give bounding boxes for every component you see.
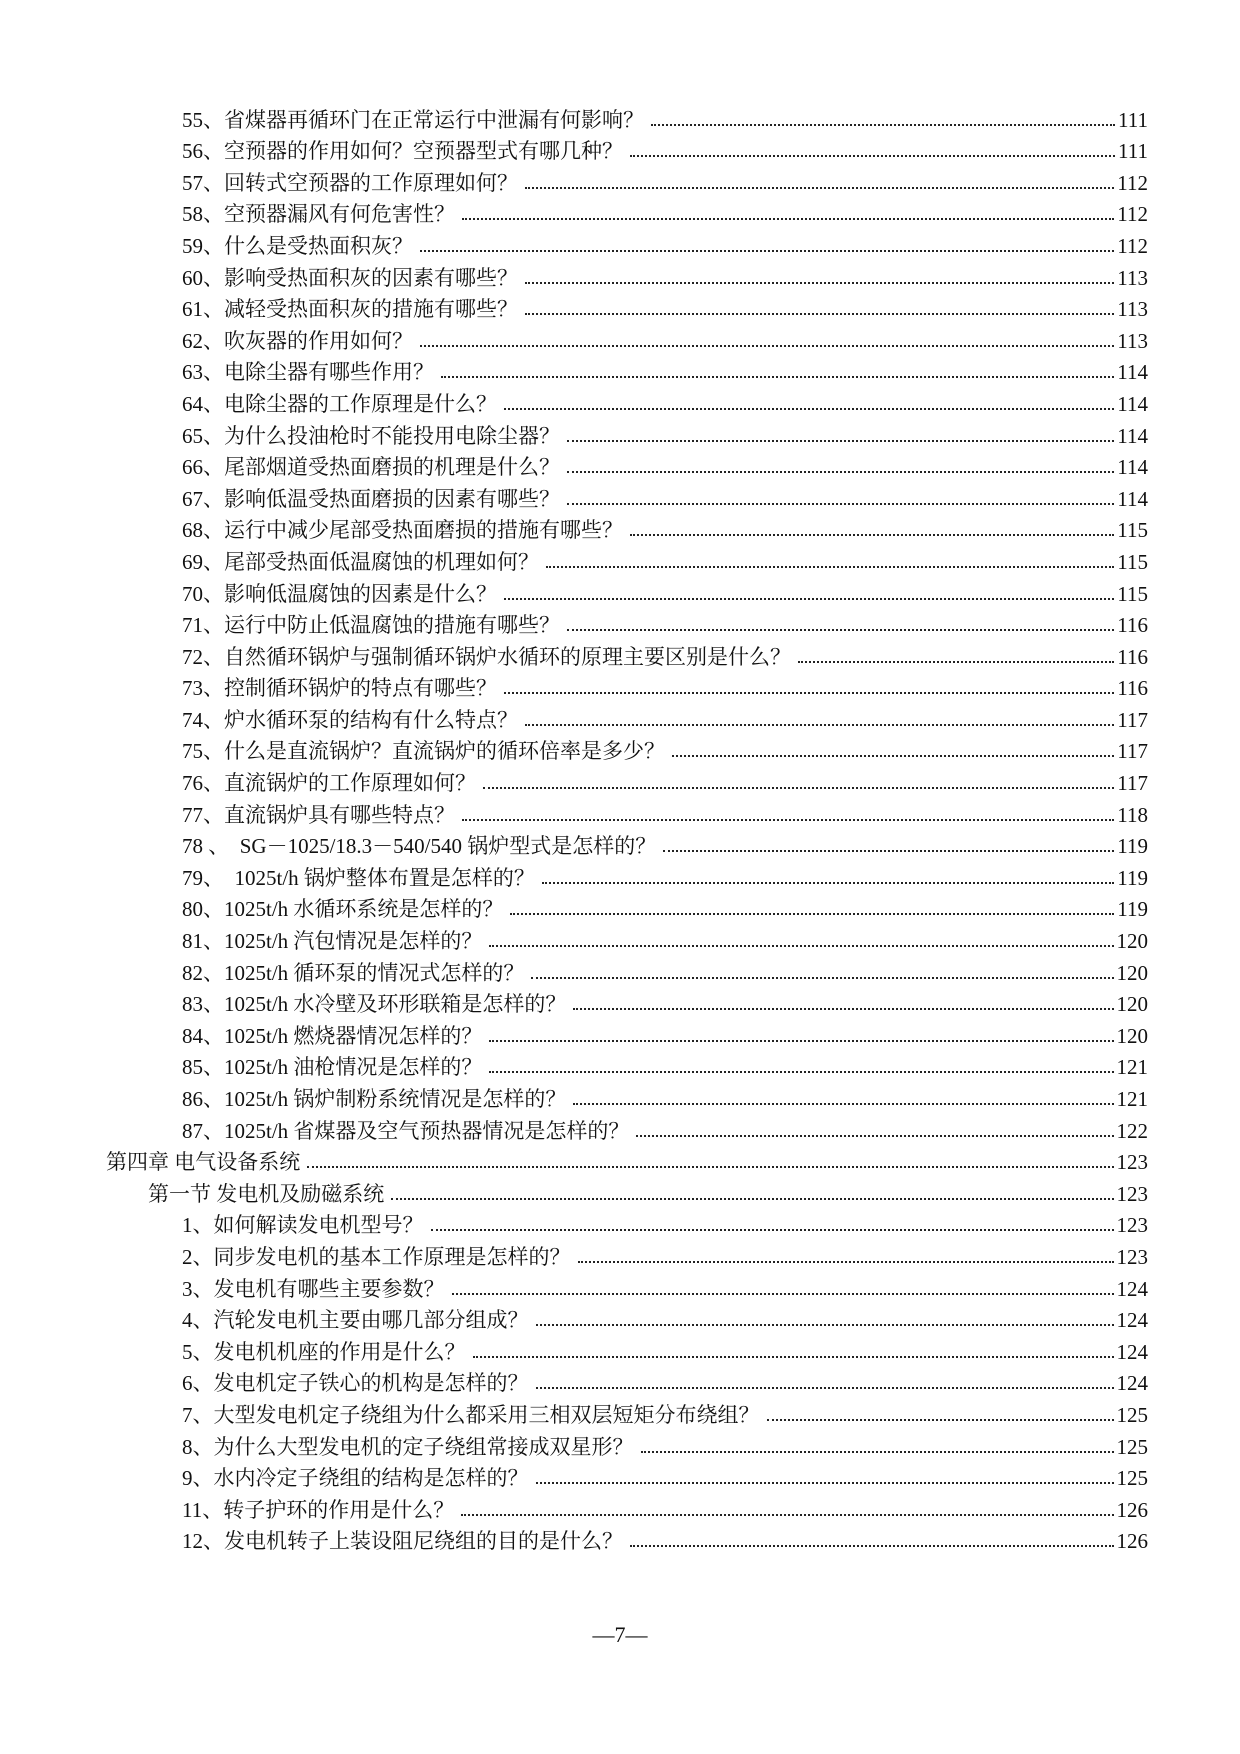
leader-dots [510,913,1114,915]
toc-entry-page: 126 [1116,1497,1148,1522]
leader-dots [531,977,1113,979]
toc-entry-label: 82、1025t/h 循环泵的情况式怎样的？ [182,960,525,985]
toc-row [106,101,1148,133]
toc-entry-label: 70、影响低温腐蚀的因素是什么？ [182,581,497,606]
toc-entry-page: 117 [1117,707,1148,732]
toc-entry-page: 121 [1116,1087,1148,1111]
toc-entry-label: 76、直流锅炉的工作原理如何？ [182,771,476,796]
leader-dots [525,724,1114,726]
toc-entry-page: 125 [1116,1466,1148,1491]
toc-entry-page: 122 [1116,1118,1148,1143]
toc-entry-page: 123 [1116,1244,1148,1269]
leader-dots [630,1545,1114,1547]
leader-dots [452,1293,1114,1295]
leader-dots [504,408,1114,410]
toc-entry-page: 114 [1117,423,1148,448]
toc-entry-page: 123 [1116,1150,1148,1175]
toc-entry-label: 71、运行中防止低温腐蚀的措施有哪些？ [182,613,560,638]
toc-entry-label: 1、如何解读发电机型号？ [182,1213,424,1238]
toc-row [106,733,1148,765]
toc-entry-label: 55、省煤器再循环门在正常运行中泄漏有何影响？ [182,107,644,132]
toc-entry-page: 121 [1116,1055,1148,1080]
toc-row [106,1270,1148,1302]
toc-entry-label: 第一节 发电机及励磁系统 [148,1181,385,1206]
toc-row [106,1238,1148,1270]
toc-row [106,1428,1148,1460]
toc-entry-label: 77、直流锅炉具有哪些特点？ [182,802,455,827]
leader-dots [536,1482,1114,1484]
toc-entry-label: 79、 1025t/h 锅炉整体布置是怎样的？ [182,865,535,890]
leader-dots [461,1514,1113,1516]
toc-entry-label: 61、减轻受热面积灰的措施有哪些？ [182,297,518,322]
leader-dots [567,471,1114,473]
leader-dots [567,440,1114,442]
toc-entry-page: 112 [1117,233,1148,258]
toc-row [106,133,1148,165]
leader-dots [641,1451,1114,1453]
toc-entry-page: 115 [1117,581,1148,606]
leader-dots [483,787,1114,789]
leader-dots [536,1387,1114,1389]
toc-entry-label: 87、1025t/h 省煤器及空气预热器情况是怎样的？ [182,1118,630,1143]
toc-row [106,575,1148,607]
leader-dots [578,1261,1114,1263]
toc-row [106,796,1148,828]
toc-entry-label: 57、回转式空预器的工作原理如何？ [182,170,518,195]
leader-dots [504,598,1114,600]
toc-entry-label: 第四章 电气设备系统 [106,1150,301,1175]
toc-entry-page: 114 [1117,455,1148,480]
toc-row [106,954,1148,986]
toc-row [106,638,1148,670]
toc-entry-page: 113 [1117,328,1148,353]
toc-row [106,322,1148,354]
toc-entry-label: 84、1025t/h 燃烧器情况怎样的？ [182,1023,483,1048]
toc-entry-label: 63、电除尘器有哪些作用？ [182,360,434,385]
toc-entry-page: 125 [1116,1402,1148,1427]
toc-entry-page: 114 [1117,360,1148,385]
toc-entry-label: 5、发电机机座的作用是什么？ [182,1339,466,1364]
toc-row [106,607,1148,639]
leader-dots [542,882,1114,884]
toc-entry-label: 73、控制循环锅炉的特点有哪些？ [182,676,497,701]
toc-row [106,1144,1148,1176]
toc-row [106,922,1148,954]
toc-row [106,1523,1148,1555]
toc-entry-label: 66、尾部烟道受热面磨损的机理是什么？ [182,455,560,480]
leader-dots [462,819,1114,821]
leader-dots [525,282,1114,284]
toc-row [106,1175,1148,1207]
toc-entry-label: 6、发电机定子铁心的机构是怎样的？ [182,1371,529,1396]
toc-row [106,417,1148,449]
toc-entry-label: 65、为什么投油枪时不能投用电除尘器？ [182,423,560,448]
toc-entry-label: 58、空预器漏风有何危害性？ [182,202,455,227]
toc-entry-page: 123 [1116,1181,1148,1206]
leader-dots [630,155,1115,157]
toc-entry-page: 113 [1117,265,1148,290]
leader-dots [567,629,1114,631]
toc-entry-label: 74、炉水循环泵的结构有什么特点？ [182,707,518,732]
toc-entry-page: 119 [1117,865,1148,890]
toc-row [106,828,1148,860]
toc-entry-page: 126 [1116,1529,1148,1554]
toc-row [106,1365,1148,1397]
toc-row [106,1460,1148,1492]
toc-entry-label: 4、汽轮发电机主要由哪几部分组成？ [182,1308,529,1333]
toc-row [106,164,1148,196]
leader-dots [431,1229,1114,1231]
page-footer [0,1622,1240,1648]
toc-entry-page: 118 [1117,802,1148,827]
leader-dots [489,945,1113,947]
toc-entry-page: 123 [1116,1213,1148,1238]
toc-entry-page: 111 [1118,107,1148,132]
toc-entry-label: 2、同步发电机的基本工作原理是怎样的？ [182,1244,571,1269]
toc-entry-page: 117 [1117,771,1148,796]
leader-dots [489,1040,1113,1042]
leader-dots [630,534,1114,536]
toc-entry-page: 114 [1117,391,1148,416]
leader-dots [420,345,1114,347]
toc-row [106,1302,1148,1334]
toc-row [106,512,1148,544]
toc-entry-page: 124 [1116,1276,1148,1301]
leader-dots [546,566,1114,568]
toc-entry-label: 83、1025t/h 水冷壁及环形联箱是怎样的？ [182,992,567,1017]
toc-entry-page: 125 [1116,1434,1148,1459]
table-of-contents [106,101,1148,1554]
toc-entry-page: 114 [1117,486,1148,511]
toc-entry-label: 11、转子护环的作用是什么？ [182,1497,455,1522]
leader-dots [567,503,1114,505]
leader-dots [525,187,1114,189]
toc-row [106,1207,1148,1239]
leader-dots [663,850,1114,852]
toc-row [106,1491,1148,1523]
toc-entry-page: 112 [1117,202,1148,227]
leader-dots [441,376,1114,378]
toc-entry-label: 8、为什么大型发电机的定子绕组常接成双星形？ [182,1434,634,1459]
leader-dots [525,313,1114,315]
toc-row [106,859,1148,891]
toc-entry-label: 3、发电机有哪些主要参数？ [182,1276,445,1301]
toc-row [106,986,1148,1018]
toc-entry-label: 7、大型发电机定子绕组为什么都采用三相双层短矩分布绕组？ [182,1402,760,1427]
toc-entry-page: 124 [1116,1371,1148,1396]
toc-row [106,449,1148,481]
toc-entry-page: 124 [1116,1308,1148,1333]
toc-entry-label: 69、尾部受热面低温腐蚀的机理如何？ [182,549,539,574]
toc-row [106,670,1148,702]
toc-entry-page: 112 [1117,170,1148,195]
toc-entry-label: 75、什么是直流锅炉？直流锅炉的循环倍率是多少？ [182,739,665,764]
toc-entry-page: 116 [1117,644,1148,669]
leader-dots [391,1198,1113,1200]
leader-dots [536,1324,1114,1326]
toc-entry-page: 120 [1116,929,1148,954]
toc-entry-label: 80、1025t/h 水循环系统是怎样的？ [182,897,504,922]
toc-row [106,196,1148,228]
toc-entry-label: 56、空预器的作用如何？空预器型式有哪几种？ [182,139,623,164]
leader-dots [473,1356,1114,1358]
toc-entry-page: 120 [1116,1023,1148,1048]
toc-entry-page: 119 [1117,897,1148,922]
leader-dots [462,218,1114,220]
toc-entry-page: 113 [1117,297,1148,322]
toc-entry-page: 111 [1118,139,1148,164]
leader-dots [573,1103,1113,1105]
toc-row [106,701,1148,733]
toc-row [106,1112,1148,1144]
toc-entry-page: 115 [1117,549,1148,574]
leader-dots [651,124,1115,126]
toc-entry-label: 86、1025t/h 锅炉制粉系统情况是怎样的？ [182,1087,567,1111]
toc-row [106,1333,1148,1365]
leader-dots [489,1071,1113,1073]
toc-entry-page: 116 [1117,676,1148,701]
toc-entry-label: 9、水内冷定子绕组的结构是怎样的？ [182,1466,529,1491]
toc-entry-page: 124 [1116,1339,1148,1364]
toc-row [106,1017,1148,1049]
toc-row [106,291,1148,323]
toc-row [106,385,1148,417]
toc-row [106,543,1148,575]
leader-dots [636,1135,1113,1137]
toc-row [106,1396,1148,1428]
toc-row [106,1080,1148,1112]
toc-row [106,764,1148,796]
toc-entry-page: 116 [1117,613,1148,638]
toc-row [106,259,1148,291]
toc-entry-label: 64、电除尘器的工作原理是什么？ [182,391,497,416]
toc-entry-page: 119 [1117,834,1148,859]
toc-row [106,891,1148,923]
toc-entry-label: 62、吹灰器的作用如何？ [182,328,413,353]
toc-row [106,480,1148,512]
toc-entry-page: 120 [1116,960,1148,985]
leader-dots [672,755,1114,757]
toc-entry-label: 67、影响低温受热面磨损的因素有哪些？ [182,486,560,511]
leader-dots [573,1008,1113,1010]
toc-row [106,354,1148,386]
toc-entry-label: 72、自然循环锅炉与强制循环锅炉水循环的原理主要区别是什么？ [182,644,791,669]
leader-dots [798,661,1114,663]
toc-entry-label: 60、影响受热面积灰的因素有哪些？ [182,265,518,290]
toc-entry-label: 81、1025t/h 汽包情况是怎样的？ [182,929,483,954]
toc-row [106,1049,1148,1081]
leader-dots [420,250,1114,252]
leader-dots [307,1166,1113,1168]
toc-entry-page: 120 [1116,992,1148,1017]
leader-dots [767,1419,1114,1421]
leader-dots [504,692,1114,694]
toc-entry-label: 59、什么是受热面积灰？ [182,233,413,258]
toc-entry-label: 12、发电机转子上装设阻尼绕组的目的是什么？ [182,1529,623,1554]
toc-entry-label: 78 、 SG－1025/18.3－540/540 锅炉型式是怎样的？ [182,834,657,859]
toc-entry-label: 68、运行中减少尾部受热面磨损的措施有哪些？ [182,518,623,543]
toc-row [106,227,1148,259]
toc-entry-label: 85、1025t/h 油枪情况是怎样的？ [182,1055,483,1080]
footer-page-number: —7— [592,1622,648,1647]
toc-entry-page: 115 [1117,518,1148,543]
toc-entry-page: 117 [1117,739,1148,764]
